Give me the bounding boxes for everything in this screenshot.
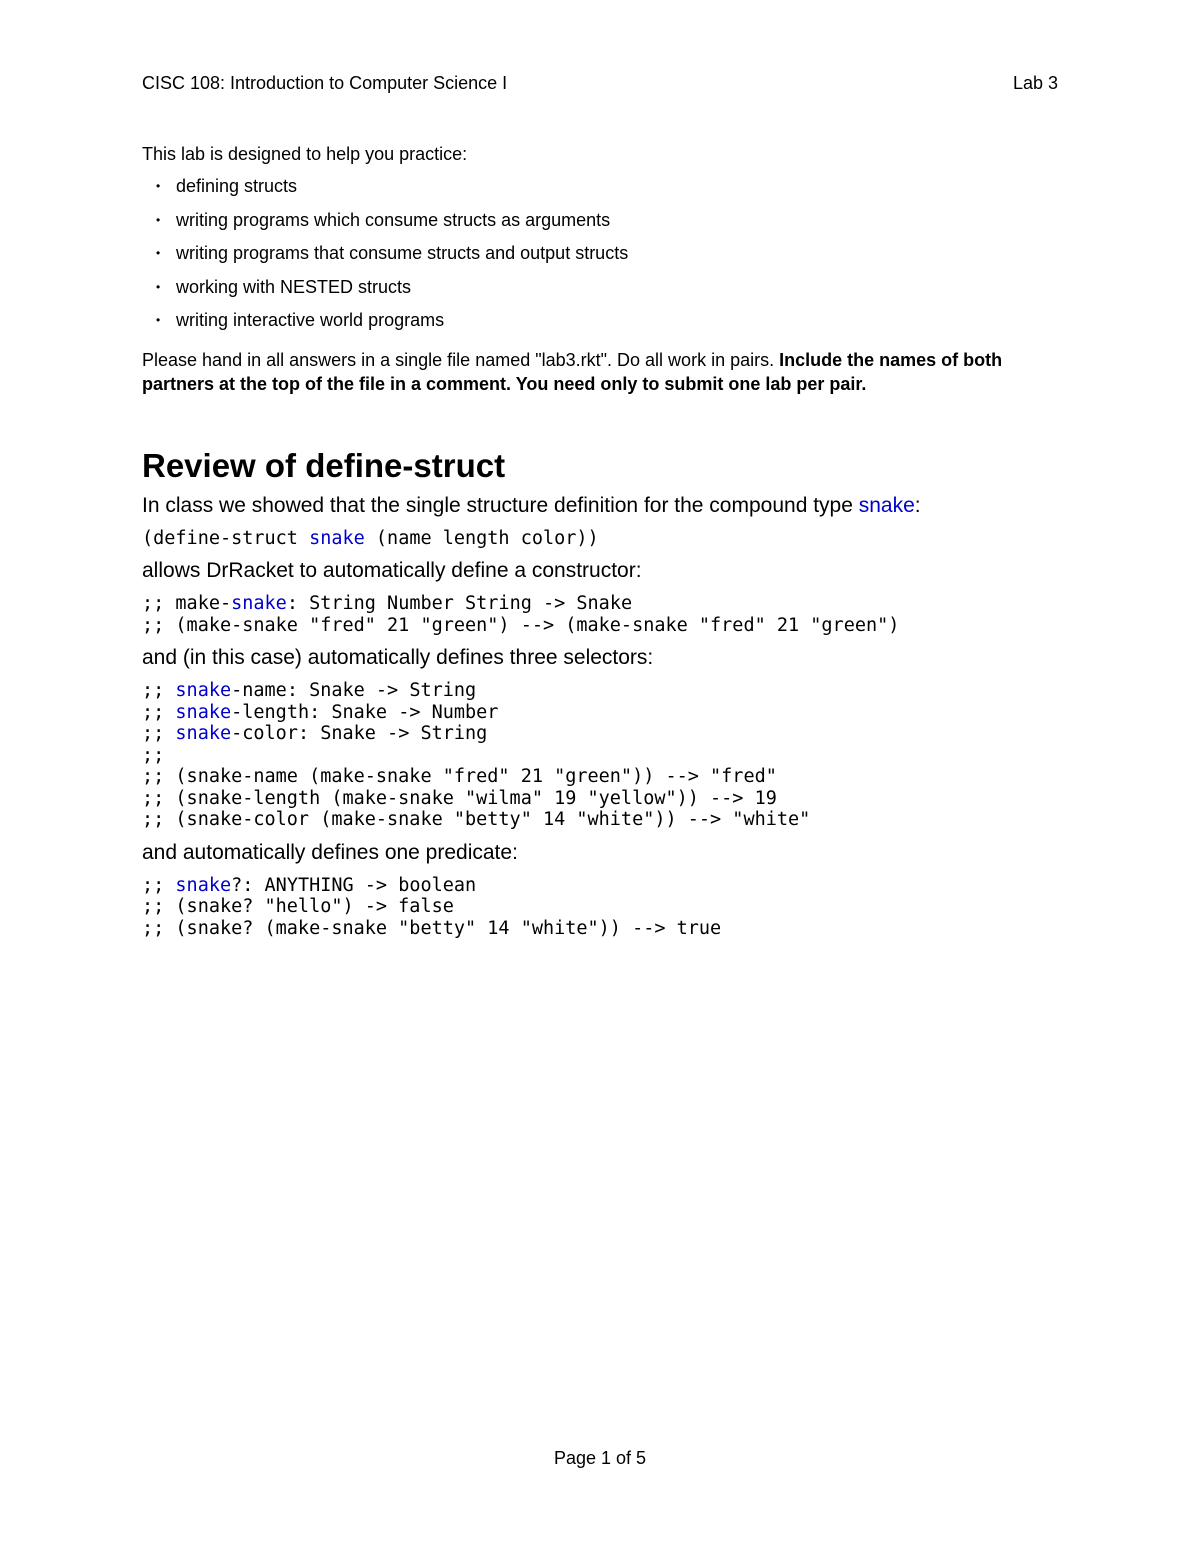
code-predicate (142, 875, 1058, 940)
handin-instructions (142, 348, 1058, 396)
code-text: ;; (snake-length (make-snake "wilma" 19 "yellow")) --> 19 (142, 787, 777, 809)
list-item (156, 275, 1058, 309)
code-text: (name length color)) (364, 527, 599, 549)
code-text: -length: Snake -> Number (231, 701, 499, 723)
code-text: (define-struct (142, 527, 310, 549)
paragraph-constructor: allows DrRacket to automatically define a constructor: (142, 559, 642, 582)
paragraph-selectors: and (in this case) automatically defines three selectors: (142, 646, 654, 669)
keyword-snake: snake (231, 593, 287, 614)
code-selectors (142, 680, 1058, 831)
code-text: ;; (142, 701, 176, 723)
keyword-snake: snake (175, 701, 232, 723)
goals-list (142, 174, 1058, 342)
paragraph-compound-type (142, 492, 1058, 520)
bullet-icon: • (156, 313, 161, 327)
intro-lead: This lab is designed to help you practice: (142, 144, 468, 164)
code-text: ;; (snake-color (make-snake "betty" 14 "white")) --> "white" (142, 809, 811, 830)
header-lab-number: Lab 3 (1012, 73, 1058, 93)
code-define-struct (142, 528, 1058, 550)
code-text: ?: ANYTHING -> boolean (231, 874, 477, 896)
keyword-snake: snake (858, 493, 915, 517)
code-text: ;; (snake-name (make-snake "fred" 21 "green")) --> "fred" (142, 766, 777, 787)
goal-text: writing programs that consume structs and output structs (176, 243, 629, 263)
code-text: ;; (142, 680, 176, 701)
code-text: : String Number String -> Snake (286, 593, 633, 614)
keyword-snake: snake (309, 527, 365, 549)
list-item (156, 174, 1058, 208)
list-item (156, 308, 1058, 342)
code-text: -color: Snake -> String (231, 723, 488, 744)
code-text: ;; (142, 744, 165, 766)
goal-text: writing interactive world programs (176, 310, 445, 330)
keyword-snake: snake (175, 680, 232, 701)
code-text: ;; (142, 723, 176, 744)
keyword-snake: snake (175, 723, 232, 744)
header-course-title: CISC 108: Introduction to Computer Science I (142, 73, 508, 93)
paragraph-text: In class we showed that the single structure definition for the compound type (142, 493, 859, 517)
code-text: ;; (snake? "hello") -> false (142, 896, 454, 917)
goal-text: writing programs which consume structs as arguments (176, 209, 611, 230)
list-item (156, 241, 1058, 275)
keyword-snake: snake (175, 874, 232, 896)
code-constructor (142, 593, 1058, 636)
section-heading: Review of define-struct (142, 446, 506, 484)
bullet-icon: • (156, 212, 161, 227)
page-content (142, 142, 1058, 947)
code-text: -name: Snake -> String (231, 680, 477, 701)
paragraph-end: : (914, 493, 921, 517)
code-text: ;; make- (142, 593, 232, 614)
code-text: ;; (142, 874, 176, 896)
bullet-icon: • (156, 179, 161, 193)
bullet-icon: • (156, 246, 161, 260)
handin-plain-text: Please hand in all answers in a single file named "lab3.rkt". Do all work in pairs. (142, 349, 780, 370)
paragraph-predicate: and automatically defines one predicate: (142, 840, 518, 864)
goal-text: working with NESTED structs (176, 276, 412, 297)
handin-bold-text: Include the names of both partners at the top of the file in a comment. You need only to submit one lab per pair. (142, 349, 1003, 394)
code-text: ;; (snake? (make-snake "betty" 14 "white")) --> true (142, 917, 722, 939)
page-number: Page 1 of 5 (553, 1448, 647, 1468)
code-text: ;; (make-snake "fred" 21 "green") --> (make-snake "fred" 21 "green") (142, 614, 900, 636)
list-item (156, 208, 1058, 242)
goal-text: defining structs (176, 176, 298, 196)
bullet-icon: • (156, 279, 161, 294)
